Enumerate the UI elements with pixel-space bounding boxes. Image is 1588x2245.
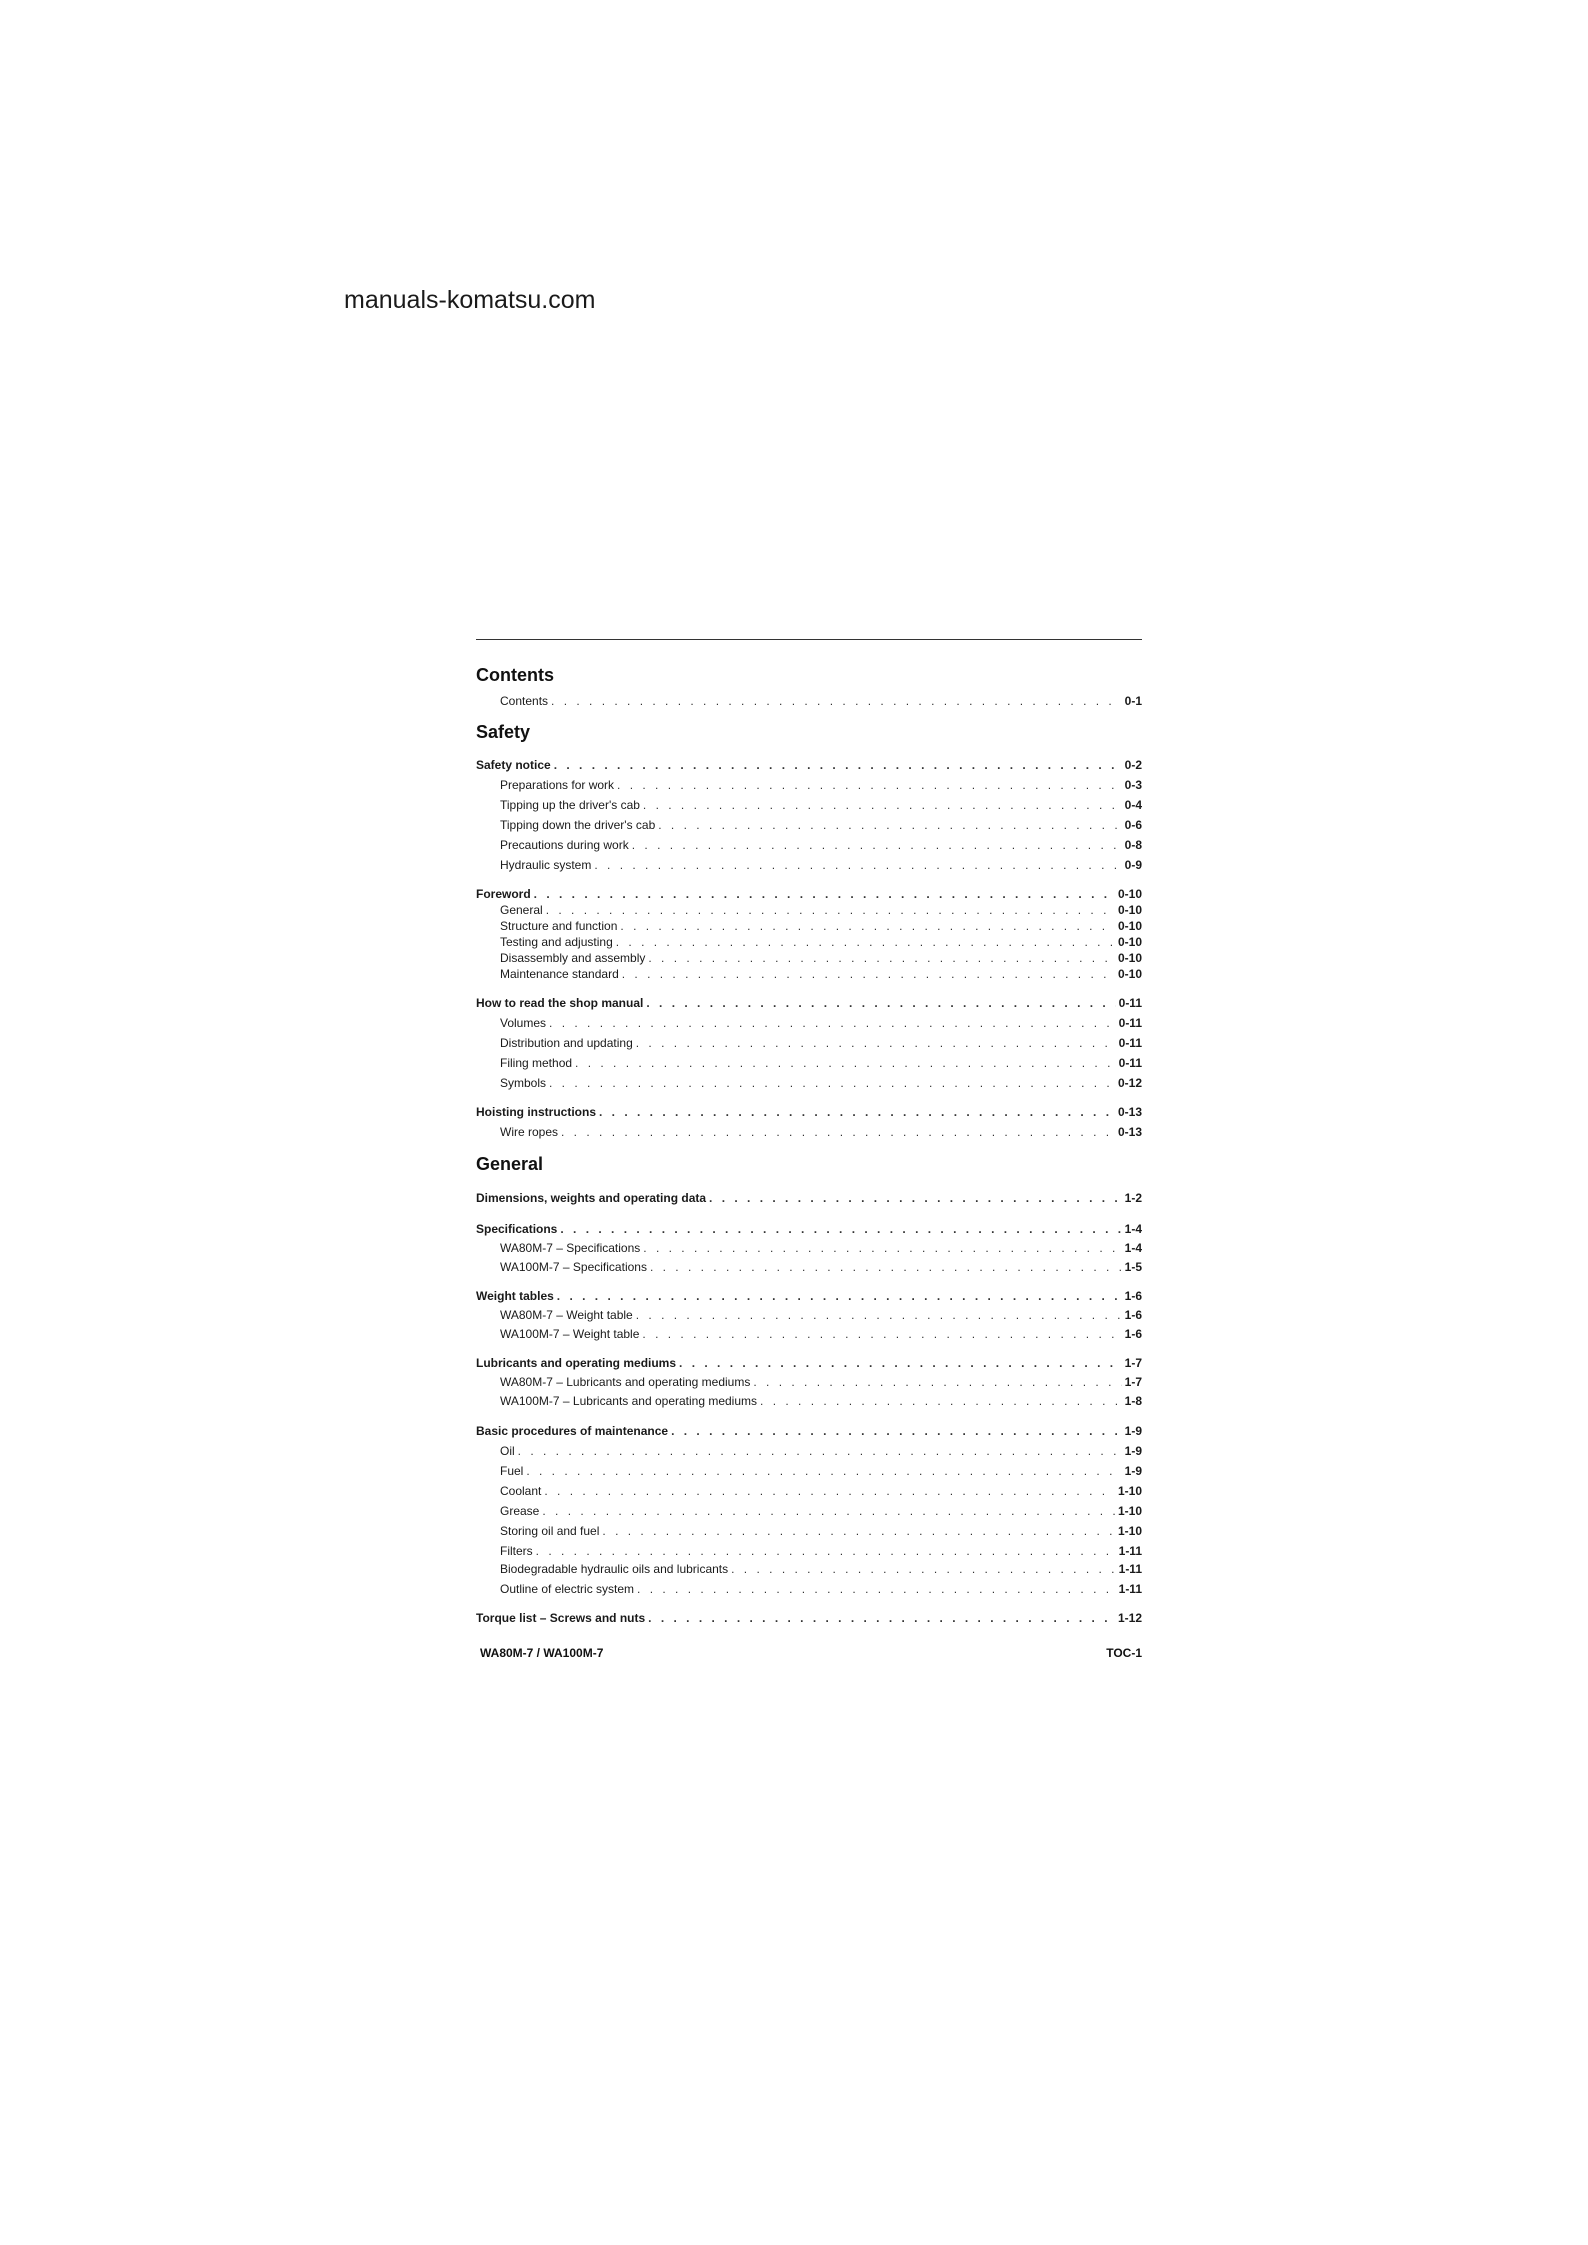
toc-entry-label: Distribution and updating bbox=[500, 1036, 633, 1050]
top-divider bbox=[476, 639, 1142, 640]
dot-leader bbox=[554, 757, 1122, 773]
toc-entry-page: 0-9 bbox=[1124, 858, 1142, 872]
toc-entry[interactable] bbox=[476, 757, 1142, 773]
toc-entry-label: Dimensions, weights and operating data bbox=[476, 1191, 707, 1205]
toc-entry-label: Specifications bbox=[476, 1222, 558, 1236]
toc-entry-page: 1-10 bbox=[1117, 1484, 1142, 1498]
toc-entry-page: 1-11 bbox=[1118, 1582, 1142, 1596]
dot-leader bbox=[602, 1523, 1115, 1539]
toc-entry[interactable] bbox=[500, 1503, 1142, 1519]
toc-entry-page: 1-9 bbox=[1124, 1444, 1142, 1458]
dot-leader bbox=[650, 1259, 1122, 1275]
toc-entry[interactable] bbox=[476, 995, 1142, 1011]
toc-entry-label: Filters bbox=[500, 1544, 533, 1558]
toc-entry[interactable] bbox=[500, 857, 1142, 873]
toc-entry[interactable] bbox=[500, 1543, 1142, 1559]
toc-entry-page: 0-13 bbox=[1117, 1105, 1142, 1119]
toc-entry[interactable] bbox=[500, 1055, 1142, 1071]
toc-entry[interactable] bbox=[500, 1374, 1142, 1390]
toc-entry-label: Tipping down the driver's cab bbox=[500, 818, 656, 832]
toc-entry[interactable] bbox=[500, 934, 1142, 950]
section-title-general: General bbox=[476, 1154, 544, 1174]
toc-entry-page: 0-10 bbox=[1117, 951, 1142, 965]
dot-leader bbox=[648, 950, 1115, 966]
dot-leader bbox=[646, 995, 1115, 1011]
toc-entry[interactable] bbox=[476, 1190, 1142, 1206]
toc-entry[interactable] bbox=[476, 1288, 1142, 1304]
toc-entry-label: Oil bbox=[500, 1444, 515, 1458]
dot-leader bbox=[526, 1463, 1121, 1479]
toc-entry[interactable] bbox=[500, 1240, 1142, 1256]
dot-leader bbox=[642, 1326, 1121, 1342]
dot-leader bbox=[617, 777, 1122, 793]
toc-entry-label: Filing method bbox=[500, 1056, 573, 1070]
dot-leader bbox=[636, 1307, 1122, 1323]
toc-entry[interactable] bbox=[476, 1221, 1142, 1237]
dot-leader bbox=[542, 1503, 1115, 1519]
toc-entry-page: 1-10 bbox=[1117, 1524, 1142, 1538]
toc-entry-page: 0-10 bbox=[1117, 919, 1142, 933]
dot-leader bbox=[518, 1443, 1122, 1459]
toc-entry-page: 0-11 bbox=[1118, 996, 1142, 1010]
toc-entry-label: WA100M-7 – Weight table bbox=[500, 1327, 640, 1341]
toc-entry[interactable] bbox=[500, 966, 1142, 982]
toc-entry-page: 1-4 bbox=[1124, 1222, 1142, 1236]
toc-entry-page: 0-8 bbox=[1124, 838, 1142, 852]
toc-entry-page: 0-4 bbox=[1124, 798, 1142, 812]
dot-leader bbox=[671, 1423, 1122, 1439]
toc-entry[interactable] bbox=[476, 886, 1142, 902]
toc-entry[interactable] bbox=[500, 1307, 1142, 1323]
toc-entry-label: Torque list – Screws and nuts bbox=[476, 1611, 646, 1625]
toc-entry[interactable] bbox=[500, 1561, 1142, 1577]
toc-entry-label: Structure and function bbox=[500, 919, 618, 933]
toc-entry[interactable] bbox=[476, 1104, 1142, 1120]
toc-entry[interactable] bbox=[500, 1523, 1142, 1539]
toc-entry-page: 1-7 bbox=[1124, 1375, 1142, 1389]
watermark-text: manuals-komatsu.com bbox=[344, 286, 596, 314]
toc-entry-page: 0-10 bbox=[1117, 967, 1142, 981]
toc-entry[interactable] bbox=[500, 693, 1142, 709]
toc-entry-page: 1-7 bbox=[1124, 1356, 1142, 1370]
toc-entry-page: 0-10 bbox=[1117, 903, 1142, 917]
toc-entry-label: Hydraulic system bbox=[500, 858, 592, 872]
toc-entry-page: 0-11 bbox=[1118, 1056, 1142, 1070]
toc-entry[interactable] bbox=[500, 1443, 1142, 1459]
toc-entry-label: Foreword bbox=[476, 887, 531, 901]
dot-leader bbox=[534, 886, 1115, 902]
toc-entry[interactable] bbox=[500, 1483, 1142, 1499]
dot-leader bbox=[544, 1483, 1115, 1499]
dot-leader bbox=[753, 1374, 1121, 1390]
dot-leader bbox=[636, 1035, 1116, 1051]
dot-leader bbox=[551, 693, 1122, 709]
toc-entry-label: Coolant bbox=[500, 1484, 542, 1498]
toc-entry-label: WA100M-7 – Lubricants and operating mediums bbox=[500, 1394, 758, 1408]
toc-entry-page: 1-6 bbox=[1124, 1308, 1142, 1322]
footer-model: WA80M-7 / WA100M-7 bbox=[480, 1646, 604, 1660]
dot-leader bbox=[643, 797, 1122, 813]
dot-leader bbox=[622, 966, 1115, 982]
toc-entry-label: WA100M-7 – Specifications bbox=[500, 1260, 647, 1274]
toc-entry-label: WA80M-7 – Specifications bbox=[500, 1241, 641, 1255]
toc-entry-page: 1-11 bbox=[1118, 1562, 1142, 1576]
toc-entry-label: Maintenance standard bbox=[500, 967, 619, 981]
toc-entry[interactable] bbox=[500, 1075, 1142, 1091]
dot-leader bbox=[549, 1015, 1116, 1031]
toc-entry-page: 1-12 bbox=[1117, 1611, 1142, 1625]
toc-entry-label: Fuel bbox=[500, 1464, 524, 1478]
toc-entry[interactable] bbox=[476, 1355, 1142, 1371]
toc-entry-label: General bbox=[500, 903, 543, 917]
toc-entry[interactable] bbox=[500, 1259, 1142, 1275]
dot-leader bbox=[594, 857, 1121, 873]
toc-entry-page: 1-2 bbox=[1124, 1191, 1142, 1205]
footer-page-id: TOC-1 bbox=[1106, 1646, 1142, 1660]
toc-entry-label: Symbols bbox=[500, 1076, 547, 1090]
toc-entry-label: Preparations for work bbox=[500, 778, 615, 792]
dot-leader bbox=[561, 1124, 1115, 1140]
dot-leader bbox=[632, 837, 1122, 853]
toc-entry-page: 0-11 bbox=[1118, 1016, 1142, 1030]
toc-entry-page: 1-4 bbox=[1124, 1241, 1142, 1255]
toc-entry[interactable] bbox=[500, 777, 1142, 793]
toc-entry-label: Volumes bbox=[500, 1016, 547, 1030]
dot-leader bbox=[620, 918, 1115, 934]
dot-leader bbox=[549, 1075, 1115, 1091]
toc-entry[interactable] bbox=[500, 918, 1142, 934]
toc-entry[interactable] bbox=[500, 797, 1142, 813]
toc-entry-label: Biodegradable hydraulic oils and lubricants bbox=[500, 1562, 729, 1576]
dot-leader bbox=[637, 1581, 1116, 1597]
toc-entry-page: 1-5 bbox=[1124, 1260, 1142, 1274]
toc-entry[interactable] bbox=[476, 1423, 1142, 1439]
dot-leader bbox=[643, 1240, 1121, 1256]
toc-entry-label: Testing and adjusting bbox=[500, 935, 613, 949]
toc-entry-label: Disassembly and assembly bbox=[500, 951, 646, 965]
dot-leader bbox=[546, 902, 1115, 918]
dot-leader bbox=[760, 1393, 1122, 1409]
toc-entry[interactable] bbox=[476, 1610, 1142, 1626]
toc-entry-label: Wire ropes bbox=[500, 1125, 559, 1139]
toc-entry-label: Safety notice bbox=[476, 758, 551, 772]
toc-entry-label: Hoisting instructions bbox=[476, 1105, 596, 1119]
toc-entry[interactable] bbox=[500, 1393, 1142, 1409]
section-title-contents: Contents bbox=[476, 665, 554, 685]
toc-entry-page: 0-10 bbox=[1117, 887, 1142, 901]
toc-entry-page: 1-10 bbox=[1117, 1504, 1142, 1518]
dot-leader bbox=[709, 1190, 1122, 1206]
toc-entry-label: Weight tables bbox=[476, 1289, 554, 1303]
toc-entry-page: 1-6 bbox=[1124, 1327, 1142, 1341]
toc-entry[interactable] bbox=[500, 1581, 1142, 1597]
dot-leader bbox=[658, 817, 1121, 833]
toc-entry[interactable] bbox=[500, 1463, 1142, 1479]
toc-entry-page: 1-11 bbox=[1118, 1544, 1142, 1558]
toc-entry-page: 0-10 bbox=[1117, 935, 1142, 949]
toc-entry-page: 0-13 bbox=[1117, 1125, 1142, 1139]
toc-entry-page: 1-9 bbox=[1124, 1464, 1142, 1478]
dot-leader bbox=[731, 1561, 1116, 1577]
toc-entry-page: 0-2 bbox=[1124, 758, 1142, 772]
toc-entry-label: Basic procedures of maintenance bbox=[476, 1424, 669, 1438]
toc-entry-label: Contents bbox=[500, 694, 549, 708]
dot-leader bbox=[560, 1221, 1121, 1237]
toc-entry-page: 0-11 bbox=[1118, 1036, 1142, 1050]
toc-entry[interactable] bbox=[500, 817, 1142, 833]
toc-entry[interactable] bbox=[500, 1015, 1142, 1031]
toc-entry-page: 1-9 bbox=[1124, 1424, 1142, 1438]
toc-entry-page: 0-1 bbox=[1124, 694, 1142, 708]
toc-entry[interactable] bbox=[500, 1326, 1142, 1342]
toc-entry-page: 1-6 bbox=[1124, 1289, 1142, 1303]
toc-entry-label: Lubricants and operating mediums bbox=[476, 1356, 677, 1370]
toc-entry[interactable] bbox=[500, 837, 1142, 853]
dot-leader bbox=[679, 1355, 1122, 1371]
dot-leader bbox=[557, 1288, 1122, 1304]
toc-entry[interactable] bbox=[500, 1124, 1142, 1140]
toc-entry-label: Tipping up the driver's cab bbox=[500, 798, 640, 812]
toc-entry-page: 0-12 bbox=[1117, 1076, 1142, 1090]
toc-entry[interactable] bbox=[500, 1035, 1142, 1051]
toc-entry-label: Storing oil and fuel bbox=[500, 1524, 600, 1538]
toc-entry-label: Precautions during work bbox=[500, 838, 629, 852]
toc-entry-label: Outline of electric system bbox=[500, 1582, 635, 1596]
section-title-safety: Safety bbox=[476, 722, 531, 742]
toc-entry[interactable] bbox=[500, 950, 1142, 966]
dot-leader bbox=[575, 1055, 1116, 1071]
dot-leader bbox=[616, 934, 1115, 950]
toc-entry-label: Grease bbox=[500, 1504, 540, 1518]
dot-leader bbox=[648, 1610, 1115, 1626]
toc-entry-label: WA80M-7 – Lubricants and operating mediums bbox=[500, 1375, 751, 1389]
dot-leader bbox=[599, 1104, 1115, 1120]
toc-entry-page: 0-6 bbox=[1124, 818, 1142, 832]
toc-entry-label: WA80M-7 – Weight table bbox=[500, 1308, 633, 1322]
toc-entry-page: 0-3 bbox=[1124, 778, 1142, 792]
dot-leader bbox=[536, 1543, 1116, 1559]
toc-entry-page: 1-8 bbox=[1124, 1394, 1142, 1408]
toc-entry[interactable] bbox=[500, 902, 1142, 918]
toc-entry-label: How to read the shop manual bbox=[476, 996, 644, 1010]
